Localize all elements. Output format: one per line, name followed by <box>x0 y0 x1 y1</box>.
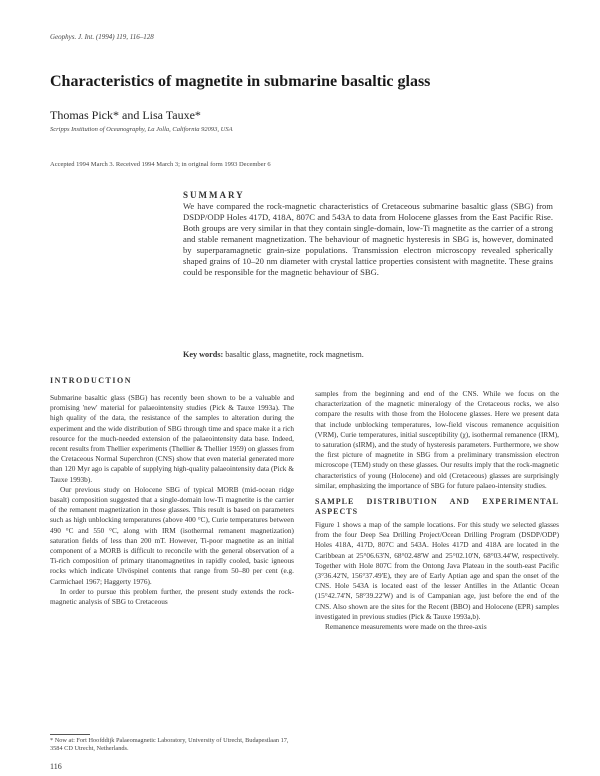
accepted-dates: Accepted 1994 March 3. Received 1994 March 3; in original form 1993 December 6 <box>50 161 271 168</box>
section-heading-sample-distribution: SAMPLE DISTRIBUTION AND EXPERIMENTAL ASPECTS <box>315 497 559 517</box>
intro-paragraph-3: In order to pursue this problem further, the present study extends the rock-magnetic analysis of SBG to Cretaceous <box>50 586 294 607</box>
left-column <box>50 393 294 607</box>
keywords-label: Key words: <box>183 350 224 359</box>
keywords-list: basaltic glass, magnetite, rock magnetism. <box>225 350 364 359</box>
page-number: 116 <box>50 762 62 771</box>
paper-title: Characteristics of magnetite in submarine basaltic glass <box>50 73 431 90</box>
right-paragraph-3: Remanence measurements were made on the three-axis <box>325 622 487 632</box>
footnote-text: * Now at: Fort Hoofddijk Palaeomagnetic Laboratory, University of Utrecht, Budapestlaan 17, 3584 CD Utrecht, Netherlands. <box>50 737 289 753</box>
summary-text: We have compared the rock-magnetic characteristics of Cretaceous submarine basaltic glass (SBG) from DSDP/ODP Holes 417D, 418A, 807C and 543A to data from Holocene glasses from the East Pacific Rise. Both groups are very similar in that they contain single-domain, low-Ti magnetite as the carrier of a strong and stable remanent magnetization. The behaviour of magnetic hysteresis in SBG is, however, dominated by superparamagnetic grain-size populations. Transmission electron microscopy revealed spherically shaped grains of 10–20 nm diameter with crystal lattice properties consistent with magnetite. These grains could be responsible for the magnetic behaviour of SBG. <box>183 201 553 277</box>
footnote <box>50 730 294 753</box>
journal-citation: Geophys. J. Int. (1994) 119, 116–128 <box>50 33 154 41</box>
introduction-heading: INTRODUCTION <box>50 376 133 385</box>
right-paragraph-1: samples from the beginning and end of the CNS. While we focus on the characterization of the magnetic mineralogy of the Cretaceous rocks, we also compare the results with those from the Holocene glasses. Here we present data that include unblocking temperatures, low-field viscous remanence acquisition (VRM), Curie temperatures, initial susceptibility (χ), isothermal remanence (IRM), to saturation (sIRM), and the study of hysteresis parameters. Furthermore, we show the first picture of magnetite in SBG from a preliminary transmission electron microscope (TEM) study on these glasses. Our results imply that the rock-magnetic characteristics of young (Holocene) and old (Cretaceous) glasses are surprisingly similar, emphasizing the importance of SBG for future palaeo-intensity studies. <box>315 389 559 490</box>
authors: Thomas Pick* and Lisa Tauxe* <box>50 108 201 122</box>
footnote-rule <box>50 734 90 735</box>
right-paragraph-2: Figure 1 shows a map of the sample locations. For this study we selected glasses from the four Deep Sea Drilling Project/Ocean Drilling Program (DSDP/ODP) Holes 418A, 417D, 807C and 543A. Holes 417D and 418A are located in the Caribbean at 25°06.63'N, 68°02.48'W and 25°02.10'N, 68°03.44'W, respectively. Together with Hole 807C from the Ontong Java Plateau in the south-east Pacific (3°36.42'N, 156°37.49'E), they are of Early Aptian age and span the onset of the CNS. Hole 543A is located east of the lesser Antilles in the Atlantic Ocean (15°42.74'N, 58°39.22'W) and is of Campanian age, just before the end of the CNS. Also shown are the sites for the Recent (BBO) and Holocene (EPR) samples investigated in previous studies (Pick & Tauxe 1993a,b). <box>315 520 559 621</box>
intro-paragraph-1: Submarine basaltic glass (SBG) has recently been shown to be a valuable and promising 'new' material for palaeointensity studies (Pick & Tauxe 1993a). The high quality of the data, the resistance of the samples to alteration during the experiment and the wide distribution of SBG through time and space make it a rich resource for the much-needed extension of the palaeointensity data base. Indeed, recent results from Thellier experiments (Thellier & Thellier 1959) on glasses from the Cretaceous Normal Superchron (CNS) show that even material generated more than 120 Myr ago is capable of supplying high-quality palaeointensity data (Pick & Tauxe 1993b). <box>50 393 294 484</box>
affiliation: Scripps Institution of Oceanography, La Jolla, California 92093, USA <box>50 126 233 133</box>
right-column <box>315 389 559 632</box>
summary-heading: SUMMARY <box>183 190 245 200</box>
keywords <box>183 350 553 359</box>
intro-paragraph-2: Our previous study on Holocene SBG of typical MORB (mid-ocean ridge basalt) composition suggested that a single-domain low-Ti magnetite is the carrier of the remanent magnetization in those glasses. This result is based on parameters such as high unblocking temperatures (above 400 °C), Curie temperatures between 490 °C and 550 °C, along with IRM (isothermal remanent magnetization) saturation fields of less than 200 mT. However, Ti-poor magnetite as an initial component of a MORB is difficult to reconcile with the general observation of a Ti-rich composition of primary titanomagnetites in rapidly cooled, basic igneous rocks which indicate Ulvöspinel contents that range from 50–80 per cent (e.g. Carmichael 1967; Haggerty 1976). <box>50 484 294 586</box>
